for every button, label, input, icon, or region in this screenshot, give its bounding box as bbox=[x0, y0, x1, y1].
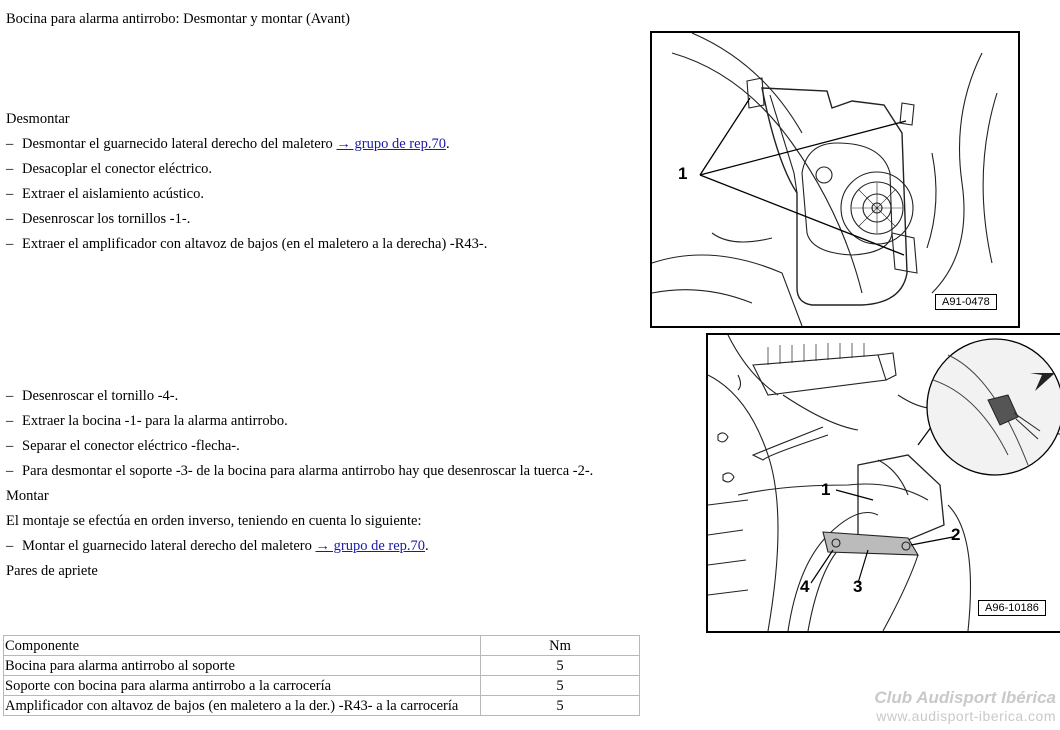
list-dash: – bbox=[6, 161, 14, 177]
install-heading: Montar bbox=[6, 488, 49, 504]
repair-group-link[interactable]: → grupo de rep.70 bbox=[315, 538, 426, 554]
amplifier-illustration bbox=[652, 33, 1018, 326]
step-text: Desacoplar el conector eléctrico. bbox=[22, 161, 213, 177]
list-item bbox=[6, 537, 429, 555]
list-item bbox=[6, 235, 487, 253]
list-dash: – bbox=[6, 463, 14, 479]
list-dash: – bbox=[6, 186, 14, 202]
list-item bbox=[6, 160, 212, 178]
callout-4: 4 bbox=[800, 577, 810, 596]
table-row bbox=[4, 696, 640, 716]
cell-nm: 5 bbox=[481, 696, 640, 716]
repair-group-link[interactable]: → grupo de rep.70 bbox=[336, 136, 446, 152]
torque-table bbox=[3, 635, 640, 716]
step-text: Desmontar el guarnecido lateral derecho del maletero bbox=[22, 136, 337, 152]
torque-heading: Pares de apriete bbox=[6, 563, 98, 579]
step-text: Para desmontar el soporte -3- de la bocina para alarma antirrobo hay que desenroscar la tuerca -2-. bbox=[22, 463, 594, 479]
list-item bbox=[6, 462, 593, 480]
table-header-row bbox=[4, 636, 640, 656]
step-text: Montar el guarnecido lateral derecho del maletero bbox=[22, 538, 316, 554]
table-row bbox=[4, 656, 640, 676]
list-item bbox=[6, 210, 190, 228]
watermark-url: www.audisport-iberica.com bbox=[876, 708, 1056, 724]
callout-1: 1 bbox=[821, 480, 831, 499]
install-note: El montaje se efectúa en orden inverso, teniendo en cuenta lo siguiente: bbox=[6, 513, 422, 529]
page-title: Bocina para alarma antirrobo: Desmontar y montar (Avant) bbox=[6, 11, 350, 27]
list-dash: – bbox=[6, 438, 14, 454]
list-dash: – bbox=[6, 236, 14, 252]
figure-alarm-horn bbox=[706, 333, 1060, 633]
cell-component: Amplificador con altavoz de bajos (en maletero a la der.) -R43- a la carrocería bbox=[4, 696, 481, 716]
figure-code: A96-10186 bbox=[978, 600, 1046, 616]
step-text-end: . bbox=[445, 136, 450, 152]
header-nm: Nm bbox=[481, 636, 640, 656]
list-dash: – bbox=[6, 538, 14, 554]
figure-code: A91-0478 bbox=[935, 294, 997, 310]
list-dash: – bbox=[6, 413, 14, 429]
watermark-title: Club Audisport Ibérica bbox=[874, 688, 1056, 707]
step-text: Extraer la bocina -1- para la alarma antirrobo. bbox=[22, 413, 288, 429]
callout-3: 3 bbox=[853, 577, 863, 596]
remove-heading: Desmontar bbox=[6, 111, 70, 127]
cell-nm: 5 bbox=[481, 656, 640, 676]
callout-1: 1 bbox=[678, 164, 688, 183]
step-text: Desenroscar los tornillos -1-. bbox=[22, 211, 191, 227]
list-dash: – bbox=[6, 388, 14, 404]
alarm-horn-illustration bbox=[708, 335, 1060, 631]
cell-nm: 5 bbox=[481, 676, 640, 696]
step-text: Extraer el amplificador con altavoz de bajos (en el maletero a la derecha) -R43-. bbox=[22, 236, 488, 252]
cell-component: Bocina para alarma antirrobo al soporte bbox=[4, 656, 481, 676]
header-component: Componente bbox=[4, 636, 481, 656]
list-item bbox=[6, 412, 288, 430]
list-item bbox=[6, 185, 204, 203]
step-text: Separar el conector eléctrico -flecha-. bbox=[22, 438, 240, 454]
list-item bbox=[6, 135, 450, 153]
watermark bbox=[874, 688, 1056, 724]
list-item bbox=[6, 437, 240, 455]
figure-amplifier bbox=[650, 31, 1020, 328]
step-text: Extraer el aislamiento acústico. bbox=[22, 186, 204, 202]
step-text: Desenroscar el tornillo -4-. bbox=[22, 388, 179, 404]
callout-2: 2 bbox=[951, 525, 961, 544]
step-text-end: . bbox=[425, 538, 429, 554]
list-dash: – bbox=[6, 211, 14, 227]
table-row bbox=[4, 676, 640, 696]
list-item bbox=[6, 387, 178, 405]
cell-component: Soporte con bocina para alarma antirrobo a la carrocería bbox=[4, 676, 481, 696]
list-dash: – bbox=[6, 136, 14, 152]
